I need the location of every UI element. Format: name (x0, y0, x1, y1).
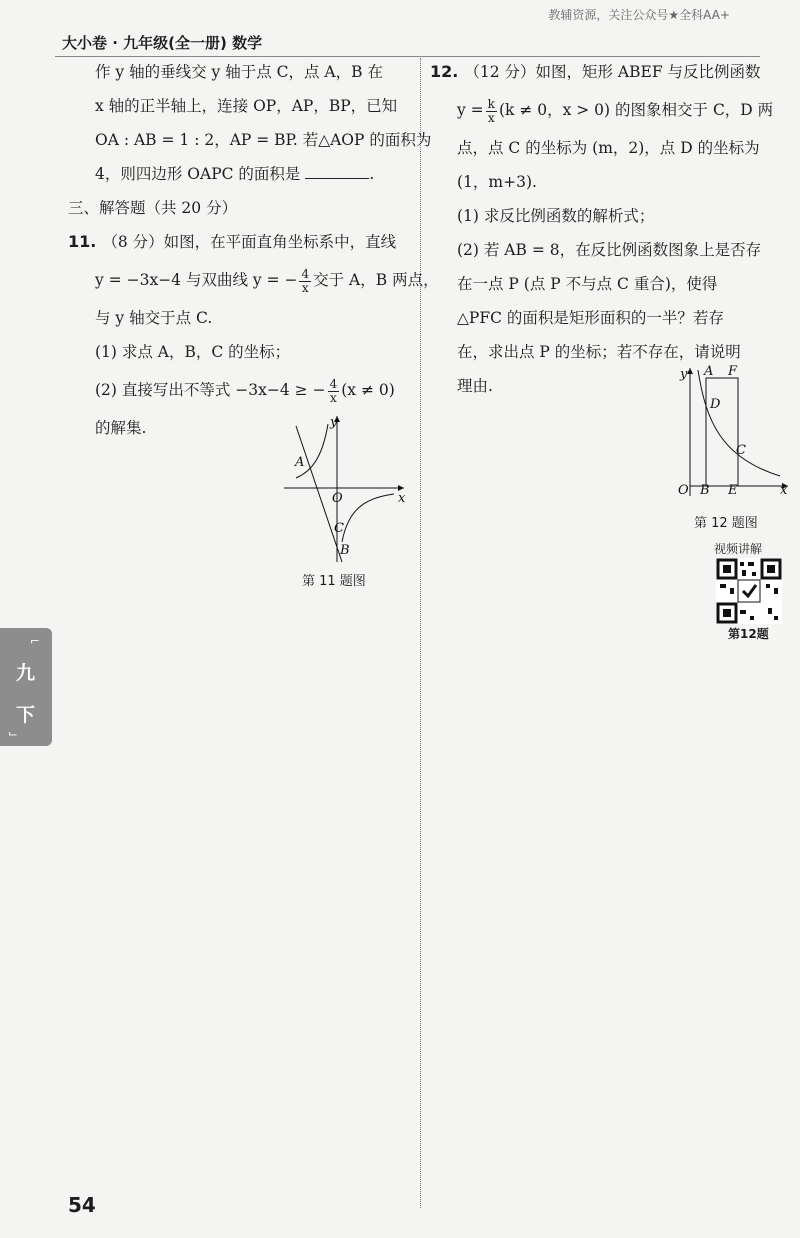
point-c-label: C (334, 521, 344, 536)
q12-part2-line: (2) 若 AB = 8，在反比例函数图象上是否存 (457, 241, 762, 259)
origin-label: O (678, 483, 689, 498)
q11-text: （8 分）如图，在平面直角坐标系中，直线 (102, 233, 397, 251)
fraction-numerator: 4 (301, 266, 310, 281)
q12-part2-line: 在一点 P (点 P 不与点 C 重合)，使得 (457, 275, 718, 293)
q12-part1: (1) 求反比例函数的解析式； (457, 207, 655, 225)
y-label: y (680, 367, 688, 382)
q11-line1 (68, 225, 408, 259)
q11-text: (x ≠ 0) (341, 381, 395, 399)
qr-question-label: 第12题 (728, 627, 769, 641)
side-tab (0, 628, 52, 746)
qr-code[interactable] (716, 558, 782, 624)
inverse-function-curve (698, 370, 780, 476)
section-title: 三、解答题（共 20 分） (68, 199, 238, 217)
q11-text: 交于 A，B 两点， (313, 271, 439, 289)
side-tab-bottom: 下 (16, 704, 36, 726)
q12-part2-line: △PFC 的面积是矩形面积的一半？若存 (457, 309, 724, 327)
side-tab-top: 九 (16, 662, 36, 684)
point-e-label: E (728, 483, 738, 498)
q12-part2-line: 理由. (457, 377, 493, 395)
q10-line: OA : AB = 1 : 2，AP = BP. 若△AOP 的面积为 (95, 131, 432, 149)
q12-line4: (1，m+3). (457, 173, 537, 191)
watermark-text: 教辅资源，关注公众号★全科AA+ (548, 8, 730, 22)
figure-12-caption: 第 12 题图 (694, 516, 758, 531)
point-b-label: B (700, 483, 710, 498)
point-c-label: C (736, 443, 746, 458)
answer-blank (305, 164, 369, 179)
page-number: 54 (68, 1193, 96, 1217)
qr-label: 视频讲解 (714, 542, 763, 556)
q12-part2-line: 在，求出点 P 的坐标；若不存在，请说明 (457, 343, 741, 361)
origin-label: O (332, 491, 343, 506)
q10-line: x 轴的正半轴上，连接 OP，AP，BP，已知 (95, 97, 398, 115)
q10-period: . (369, 165, 375, 183)
qr-code-icon (716, 558, 782, 624)
fraction-denominator: x (487, 110, 495, 125)
q12-text: y = (457, 101, 484, 119)
fraction (328, 378, 340, 405)
y-axis-arrow (687, 368, 693, 374)
q11-part2-end: 的解集. (95, 419, 147, 437)
fraction-numerator: k (487, 96, 495, 111)
bracket-mark: ⌐ (30, 634, 41, 648)
point-b-label: B (340, 543, 350, 558)
q12-text: (k ≠ 0，x > 0) 的图象相交于 C，D 两 (498, 101, 774, 119)
y-label: y (330, 415, 338, 430)
point-f-label: F (728, 364, 738, 379)
rectangle-abef (706, 378, 738, 486)
q10-line: 作 y 轴的垂线交 y 轴于点 C，点 A，B 在 (95, 63, 383, 81)
fraction (486, 98, 497, 125)
right-column (430, 55, 775, 403)
q12-line2 (430, 89, 775, 131)
q11-text: (2) 直接写出不等式 −3x−4 ≥ − (95, 381, 326, 399)
fraction-denominator: x (330, 390, 337, 405)
q11-part1: (1) 求点 A，B，C 的坐标； (95, 343, 291, 361)
fraction-denominator: x (301, 280, 309, 295)
point-d-label: D (710, 397, 721, 412)
point-a-label: A (295, 455, 305, 470)
q12-line1 (430, 55, 775, 89)
x-label: x (780, 483, 788, 498)
q10-line (68, 157, 408, 191)
x-label: x (398, 491, 406, 506)
figure-12 (676, 362, 794, 502)
q11-line3: 与 y 轴交于点 C. (95, 309, 213, 327)
q12-line3: 点，点 C 的坐标为 (m，2)，点 D 的坐标为 (457, 139, 760, 157)
fraction-numerator: 4 (329, 376, 338, 391)
hyperbola-branch-right (342, 494, 394, 542)
book-title: 大小卷 · 九年级(全一册) 数学 (62, 34, 263, 52)
q11-text: y = −3x−4 与双曲线 y = − (95, 271, 298, 289)
figure-11 (280, 412, 410, 567)
q12-text: （12 分）如图，矩形 ABEF 与反比例函数 (464, 63, 761, 81)
q10-text: 4，则四边形 OAPC 的面积是 (95, 165, 301, 183)
q11-part2 (68, 369, 408, 411)
question-number: 11. (68, 232, 97, 251)
column-divider (420, 58, 421, 1208)
bracket-mark: ⌙ (8, 726, 19, 740)
fraction (299, 268, 311, 295)
q11-line2 (68, 259, 439, 301)
question-number: 12. (430, 62, 459, 81)
figure-11-caption: 第 11 题图 (302, 574, 366, 589)
point-a-label: A (704, 364, 714, 379)
left-column (68, 55, 439, 445)
